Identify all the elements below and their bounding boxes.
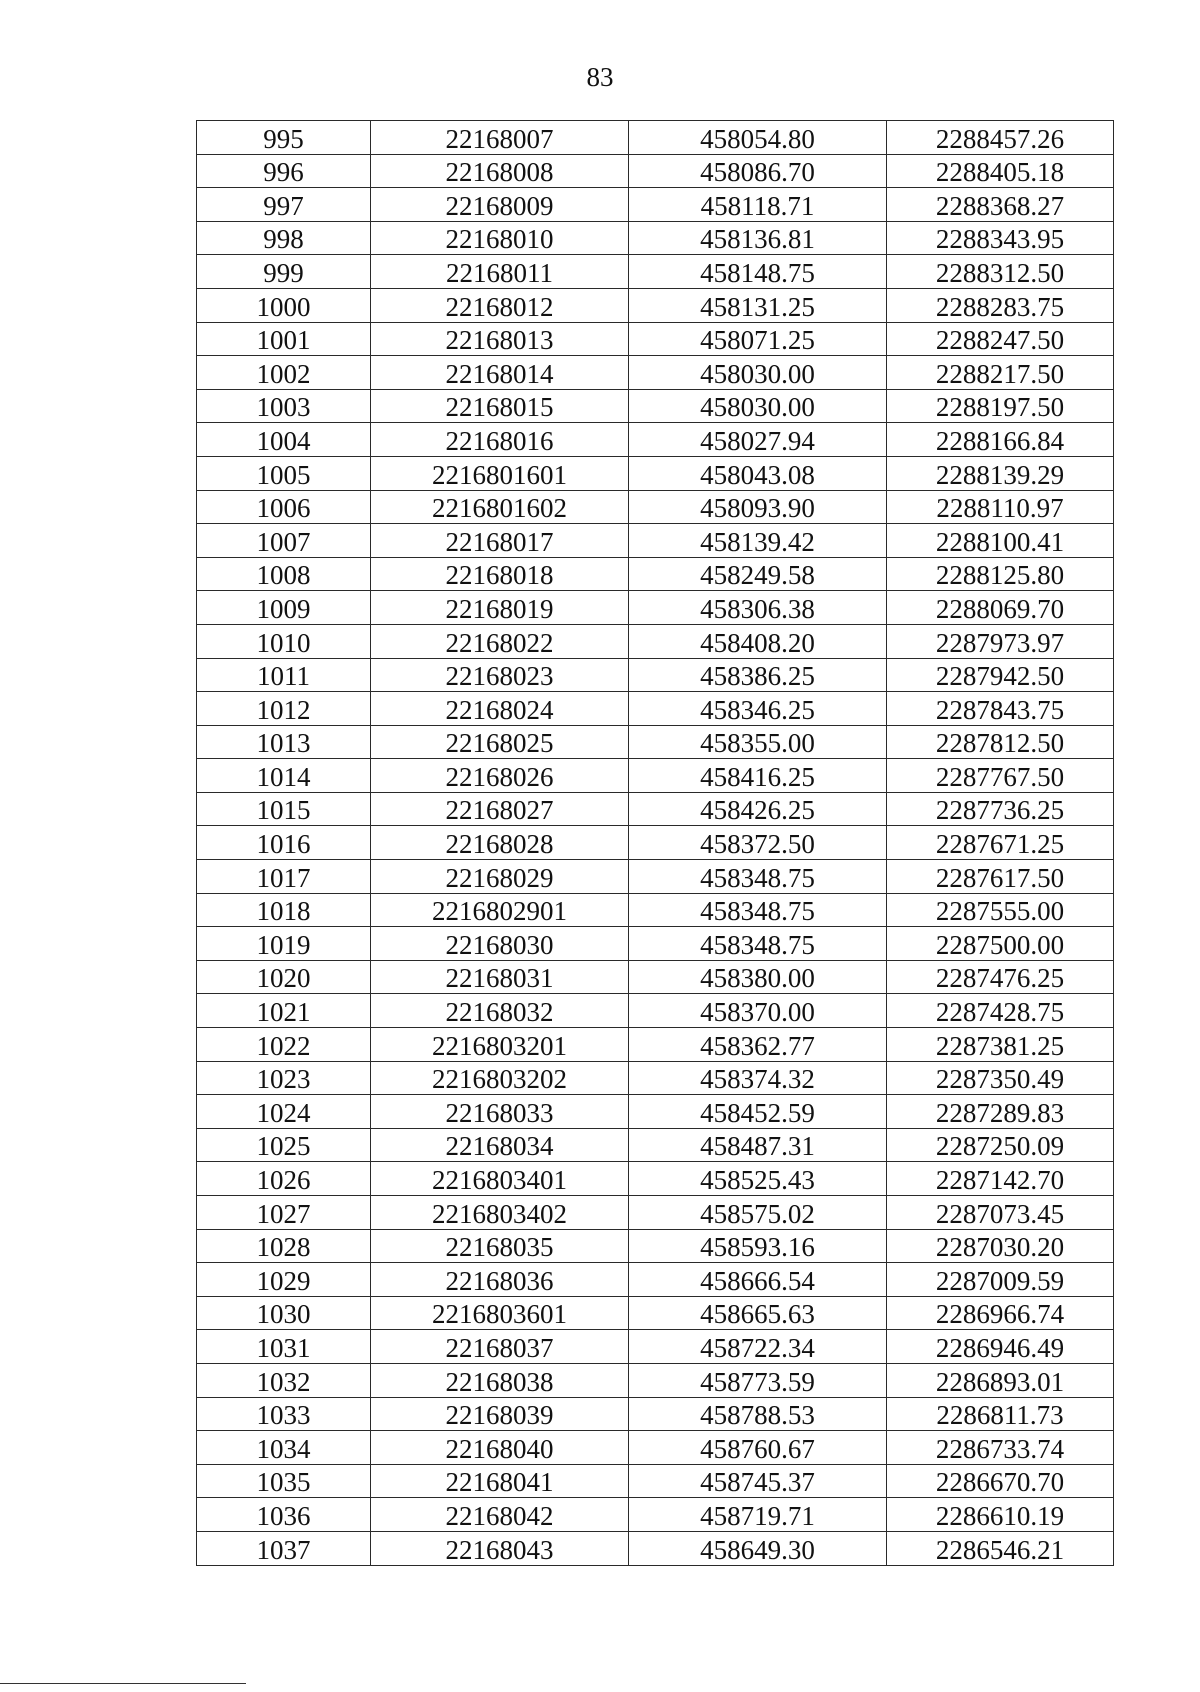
point-number-cell: 1021: [197, 994, 371, 1028]
point-number-cell: 1010: [197, 624, 371, 658]
x-coordinate-cell: 458386.25: [629, 658, 887, 692]
point-id-cell: 22168023: [371, 658, 629, 692]
y-coordinate-cell: 2287289.83: [887, 1095, 1114, 1129]
point-id-cell: 22168018: [371, 557, 629, 591]
y-coordinate-cell: 2288312.50: [887, 255, 1114, 289]
table-row: [197, 154, 1114, 188]
point-id-cell: 22168036: [371, 1263, 629, 1297]
table-row: [197, 121, 1114, 155]
point-number-cell: 1020: [197, 960, 371, 994]
point-number-cell: 1012: [197, 692, 371, 726]
point-number-cell: 1022: [197, 1028, 371, 1062]
x-coordinate-cell: 458131.25: [629, 288, 887, 322]
table-row: [197, 1061, 1114, 1095]
x-coordinate-cell: 458346.25: [629, 692, 887, 726]
table-row: [197, 927, 1114, 961]
point-id-cell: 22168024: [371, 692, 629, 726]
point-number-cell: 1004: [197, 423, 371, 457]
point-id-cell: 22168015: [371, 389, 629, 423]
point-number-cell: 997: [197, 188, 371, 222]
y-coordinate-cell: 2287973.97: [887, 624, 1114, 658]
x-coordinate-cell: 458362.77: [629, 1028, 887, 1062]
x-coordinate-cell: 458348.75: [629, 893, 887, 927]
point-id-cell: 22168019: [371, 591, 629, 625]
point-number-cell: 1017: [197, 860, 371, 894]
x-coordinate-cell: 458355.00: [629, 725, 887, 759]
point-number-cell: 999: [197, 255, 371, 289]
point-number-cell: 1032: [197, 1363, 371, 1397]
point-number-cell: 1003: [197, 389, 371, 423]
point-number-cell: 1025: [197, 1128, 371, 1162]
y-coordinate-cell: 2288217.50: [887, 356, 1114, 390]
x-coordinate-cell: 458348.75: [629, 927, 887, 961]
x-coordinate-cell: 458136.81: [629, 221, 887, 255]
table-row: [197, 860, 1114, 894]
point-id-cell: 22168016: [371, 423, 629, 457]
point-id-cell: 22168039: [371, 1397, 629, 1431]
x-coordinate-cell: 458043.08: [629, 456, 887, 490]
point-number-cell: 1019: [197, 927, 371, 961]
y-coordinate-cell: 2287142.70: [887, 1162, 1114, 1196]
point-id-cell: 2216803201: [371, 1028, 629, 1062]
y-coordinate-cell: 2287812.50: [887, 725, 1114, 759]
point-id-cell: 2216803402: [371, 1196, 629, 1230]
point-number-cell: 1013: [197, 725, 371, 759]
y-coordinate-cell: 2287942.50: [887, 658, 1114, 692]
x-coordinate-cell: 458086.70: [629, 154, 887, 188]
x-coordinate-cell: 458054.80: [629, 121, 887, 155]
table-row: [197, 524, 1114, 558]
x-coordinate-cell: 458525.43: [629, 1162, 887, 1196]
x-coordinate-cell: 458575.02: [629, 1196, 887, 1230]
point-number-cell: 1023: [197, 1061, 371, 1095]
y-coordinate-cell: 2287843.75: [887, 692, 1114, 726]
point-number-cell: 1028: [197, 1229, 371, 1263]
x-coordinate-cell: 458452.59: [629, 1095, 887, 1129]
x-coordinate-cell: 458139.42: [629, 524, 887, 558]
point-id-cell: 22168032: [371, 994, 629, 1028]
point-number-cell: 1027: [197, 1196, 371, 1230]
point-id-cell: 2216801602: [371, 490, 629, 524]
table-row: [197, 658, 1114, 692]
table-row: [197, 725, 1114, 759]
point-number-cell: 1029: [197, 1263, 371, 1297]
footnote-divider: [0, 1683, 246, 1684]
point-id-cell: 22168010: [371, 221, 629, 255]
table-row: [197, 1229, 1114, 1263]
point-id-cell: 22168031: [371, 960, 629, 994]
x-coordinate-cell: 458380.00: [629, 960, 887, 994]
point-number-cell: 1001: [197, 322, 371, 356]
page-number: 83: [586, 62, 614, 92]
point-number-cell: 1009: [197, 591, 371, 625]
table-row: [197, 1330, 1114, 1364]
table-row: [197, 557, 1114, 591]
x-coordinate-cell: 458593.16: [629, 1229, 887, 1263]
table-row: [197, 322, 1114, 356]
table-row: [197, 960, 1114, 994]
point-id-cell: 22168029: [371, 860, 629, 894]
coordinates-table-body: [197, 121, 1114, 1566]
table-row: [197, 624, 1114, 658]
table-row: [197, 692, 1114, 726]
point-number-cell: 996: [197, 154, 371, 188]
table-row: [197, 826, 1114, 860]
y-coordinate-cell: 2286966.74: [887, 1296, 1114, 1330]
y-coordinate-cell: 2287350.49: [887, 1061, 1114, 1095]
y-coordinate-cell: 2286670.70: [887, 1464, 1114, 1498]
y-coordinate-cell: 2287381.25: [887, 1028, 1114, 1062]
point-id-cell: 22168026: [371, 759, 629, 793]
point-number-cell: 1035: [197, 1464, 371, 1498]
y-coordinate-cell: 2287250.09: [887, 1128, 1114, 1162]
y-coordinate-cell: 2287073.45: [887, 1196, 1114, 1230]
point-number-cell: 1036: [197, 1498, 371, 1532]
table-row: [197, 456, 1114, 490]
y-coordinate-cell: 2287555.00: [887, 893, 1114, 927]
point-id-cell: 22168041: [371, 1464, 629, 1498]
y-coordinate-cell: 2286546.21: [887, 1531, 1114, 1565]
table-row: [197, 490, 1114, 524]
point-number-cell: 1026: [197, 1162, 371, 1196]
table-row: [197, 1464, 1114, 1498]
y-coordinate-cell: 2286811.73: [887, 1397, 1114, 1431]
y-coordinate-cell: 2287767.50: [887, 759, 1114, 793]
point-number-cell: 1024: [197, 1095, 371, 1129]
point-id-cell: 22168028: [371, 826, 629, 860]
point-number-cell: 1034: [197, 1431, 371, 1465]
x-coordinate-cell: 458666.54: [629, 1263, 887, 1297]
y-coordinate-cell: 2287617.50: [887, 860, 1114, 894]
y-coordinate-cell: 2287428.75: [887, 994, 1114, 1028]
x-coordinate-cell: 458370.00: [629, 994, 887, 1028]
point-id-cell: 2216801601: [371, 456, 629, 490]
point-id-cell: 2216802901: [371, 893, 629, 927]
x-coordinate-cell: 458249.58: [629, 557, 887, 591]
point-id-cell: 22168030: [371, 927, 629, 961]
point-number-cell: 1000: [197, 288, 371, 322]
table-row: [197, 255, 1114, 289]
y-coordinate-cell: 2288125.80: [887, 557, 1114, 591]
table-row: [197, 1531, 1114, 1565]
table-row: [197, 389, 1114, 423]
table-row: [197, 1095, 1114, 1129]
y-coordinate-cell: 2287500.00: [887, 927, 1114, 961]
point-id-cell: 22168009: [371, 188, 629, 222]
y-coordinate-cell: 2288197.50: [887, 389, 1114, 423]
x-coordinate-cell: 458760.67: [629, 1431, 887, 1465]
table-row: [197, 893, 1114, 927]
point-number-cell: 1016: [197, 826, 371, 860]
x-coordinate-cell: 458426.25: [629, 792, 887, 826]
point-number-cell: 1018: [197, 893, 371, 927]
y-coordinate-cell: 2288139.29: [887, 456, 1114, 490]
x-coordinate-cell: 458374.32: [629, 1061, 887, 1095]
table-row: [197, 1128, 1114, 1162]
point-id-cell: 2216803601: [371, 1296, 629, 1330]
table-row: [197, 356, 1114, 390]
point-id-cell: 22168012: [371, 288, 629, 322]
point-number-cell: 1033: [197, 1397, 371, 1431]
point-number-cell: 1037: [197, 1531, 371, 1565]
point-id-cell: 22168037: [371, 1330, 629, 1364]
y-coordinate-cell: 2288247.50: [887, 322, 1114, 356]
x-coordinate-cell: 458027.94: [629, 423, 887, 457]
point-number-cell: 1005: [197, 456, 371, 490]
table-row: [197, 1363, 1114, 1397]
y-coordinate-cell: 2287736.25: [887, 792, 1114, 826]
point-id-cell: 22168042: [371, 1498, 629, 1532]
point-id-cell: 22168017: [371, 524, 629, 558]
point-number-cell: 1002: [197, 356, 371, 390]
x-coordinate-cell: 458416.25: [629, 759, 887, 793]
table-row: [197, 1196, 1114, 1230]
table-row: [197, 1431, 1114, 1465]
y-coordinate-cell: 2288457.26: [887, 121, 1114, 155]
point-id-cell: 22168027: [371, 792, 629, 826]
y-coordinate-cell: 2287671.25: [887, 826, 1114, 860]
x-coordinate-cell: 458649.30: [629, 1531, 887, 1565]
point-number-cell: 1007: [197, 524, 371, 558]
point-id-cell: 22168011: [371, 255, 629, 289]
point-number-cell: 1031: [197, 1330, 371, 1364]
point-id-cell: 2216803401: [371, 1162, 629, 1196]
x-coordinate-cell: 458722.34: [629, 1330, 887, 1364]
point-id-cell: 22168025: [371, 725, 629, 759]
table-row: [197, 288, 1114, 322]
point-id-cell: 22168035: [371, 1229, 629, 1263]
point-number-cell: 1011: [197, 658, 371, 692]
table-row: [197, 1498, 1114, 1532]
y-coordinate-cell: 2288343.95: [887, 221, 1114, 255]
table-row: [197, 1397, 1114, 1431]
x-coordinate-cell: 458030.00: [629, 356, 887, 390]
y-coordinate-cell: 2286610.19: [887, 1498, 1114, 1532]
x-coordinate-cell: 458408.20: [629, 624, 887, 658]
y-coordinate-cell: 2287030.20: [887, 1229, 1114, 1263]
table-row: [197, 994, 1114, 1028]
point-number-cell: 1014: [197, 759, 371, 793]
coordinates-table: [196, 120, 1114, 1566]
table-row: [197, 221, 1114, 255]
point-id-cell: 22168022: [371, 624, 629, 658]
point-id-cell: 22168043: [371, 1531, 629, 1565]
x-coordinate-cell: 458148.75: [629, 255, 887, 289]
y-coordinate-cell: 2286946.49: [887, 1330, 1114, 1364]
table-row: [197, 1028, 1114, 1062]
table-row: [197, 759, 1114, 793]
x-coordinate-cell: 458665.63: [629, 1296, 887, 1330]
x-coordinate-cell: 458348.75: [629, 860, 887, 894]
x-coordinate-cell: 458030.00: [629, 389, 887, 423]
point-number-cell: 1008: [197, 557, 371, 591]
y-coordinate-cell: 2288069.70: [887, 591, 1114, 625]
x-coordinate-cell: 458773.59: [629, 1363, 887, 1397]
x-coordinate-cell: 458306.38: [629, 591, 887, 625]
y-coordinate-cell: 2288100.41: [887, 524, 1114, 558]
point-number-cell: 1015: [197, 792, 371, 826]
point-id-cell: 22168013: [371, 322, 629, 356]
point-id-cell: 22168007: [371, 121, 629, 155]
point-id-cell: 22168034: [371, 1128, 629, 1162]
point-number-cell: 995: [197, 121, 371, 155]
point-id-cell: 2216803202: [371, 1061, 629, 1095]
x-coordinate-cell: 458745.37: [629, 1464, 887, 1498]
point-id-cell: 22168040: [371, 1431, 629, 1465]
point-number-cell: 998: [197, 221, 371, 255]
x-coordinate-cell: 458719.71: [629, 1498, 887, 1532]
x-coordinate-cell: 458093.90: [629, 490, 887, 524]
point-number-cell: 1030: [197, 1296, 371, 1330]
point-number-cell: 1006: [197, 490, 371, 524]
table-row: [197, 188, 1114, 222]
x-coordinate-cell: 458487.31: [629, 1128, 887, 1162]
table-row: [197, 591, 1114, 625]
point-id-cell: 22168008: [371, 154, 629, 188]
y-coordinate-cell: 2286893.01: [887, 1363, 1114, 1397]
table-row: [197, 1162, 1114, 1196]
point-id-cell: 22168014: [371, 356, 629, 390]
table-row: [197, 1263, 1114, 1297]
y-coordinate-cell: 2286733.74: [887, 1431, 1114, 1465]
point-id-cell: 22168038: [371, 1363, 629, 1397]
x-coordinate-cell: 458118.71: [629, 188, 887, 222]
x-coordinate-cell: 458788.53: [629, 1397, 887, 1431]
y-coordinate-cell: 2288110.97: [887, 490, 1114, 524]
y-coordinate-cell: 2287476.25: [887, 960, 1114, 994]
y-coordinate-cell: 2288166.84: [887, 423, 1114, 457]
y-coordinate-cell: 2288405.18: [887, 154, 1114, 188]
table-row: [197, 1296, 1114, 1330]
point-id-cell: 22168033: [371, 1095, 629, 1129]
x-coordinate-cell: 458071.25: [629, 322, 887, 356]
y-coordinate-cell: 2287009.59: [887, 1263, 1114, 1297]
table-row: [197, 792, 1114, 826]
y-coordinate-cell: 2288283.75: [887, 288, 1114, 322]
x-coordinate-cell: 458372.50: [629, 826, 887, 860]
y-coordinate-cell: 2288368.27: [887, 188, 1114, 222]
table-row: [197, 423, 1114, 457]
